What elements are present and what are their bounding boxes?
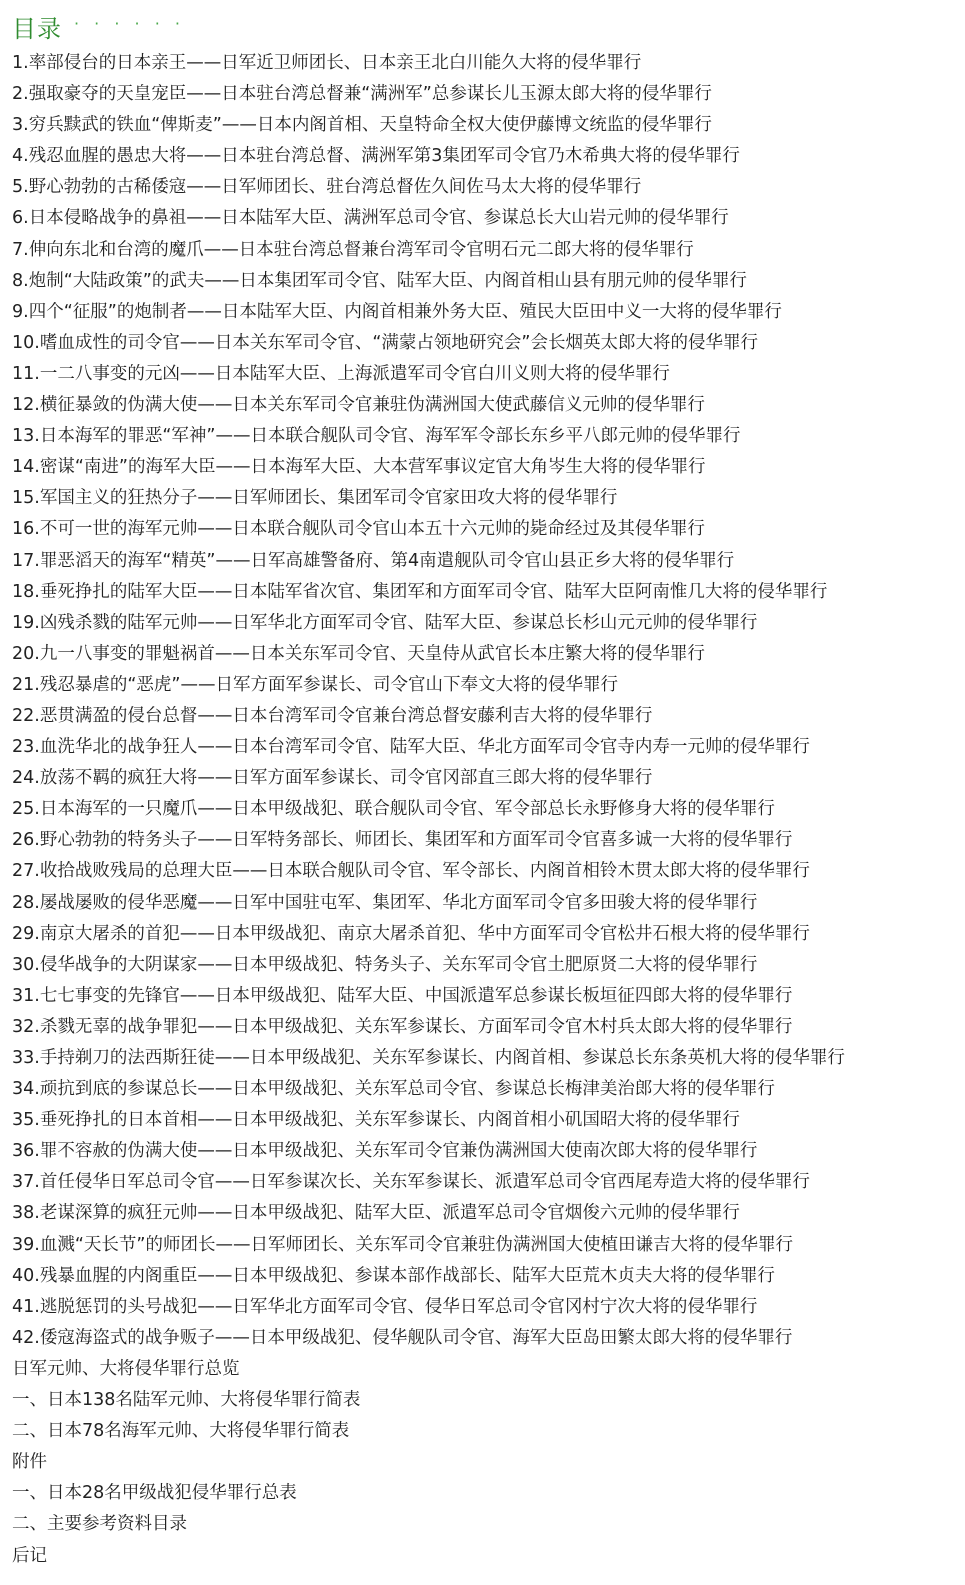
toc-item[interactable]: 7.伸向东北和台湾的魔爪——日本驻台湾总督兼台湾军司令官明石元二郎大将的侵华罪行 [12,239,694,260]
toc-item[interactable]: 一、日本138名陆军元帅、大将侵华罪行简表 [12,1390,361,1411]
toc-item[interactable]: 5.野心勃勃的古稀倭寇——日军师团长、驻台湾总督佐久间佐马太大将的侵华罪行 [12,177,642,198]
toc-item[interactable]: 19.凶残杀戮的陆军元帅——日军华北方面军司令官、陆军大臣、参谋总长杉山元元帅的侵华罪行 [12,612,758,633]
toc-item[interactable]: 后记 [12,1545,47,1566]
toc-item[interactable]: 11.一二八事变的元凶——日本陆军大臣、上海派遣军司令官白川义则大将的侵华罪行 [12,363,670,384]
toc-list [12,48,957,1572]
toc-item[interactable]: 25.日本海军的一只魔爪——日本甲级战犯、联合舰队司令官、军令部总长永野修身大将的侵华罪行 [12,799,775,820]
toc-item[interactable]: 29.南京大屠杀的首犯——日本甲级战犯、南京大屠杀首犯、华中方面军司令官松井石根大将的侵华罪行 [12,923,810,944]
toc-item[interactable]: 16.不可一世的海军元帅——日本联合舰队司令官山本五十六元帅的毙命经过及其侵华罪行 [12,519,705,540]
toc-item[interactable]: 31.七七事变的先锋官——日本甲级战犯、陆军大臣、中国派遣军总参谋长板垣征四郎大将的侵华罪行 [12,985,793,1006]
toc-item[interactable]: 1.率部侵台的日本亲王——日军近卫师团长、日本亲王北白川能久大将的侵华罪行 [12,53,642,73]
toc-item[interactable]: 13.日本海军的罪恶“军神”——日本联合舰队司令官、海军军令部长东乡平八郎元帅的侵华罪行 [12,426,741,447]
toc-item[interactable]: 26.野心勃勃的特务头子——日军特务部长、师团长、集团军和方面军司令官喜多诚一大将的侵华罪行 [12,830,793,851]
toc-item[interactable]: 18.垂死挣扎的陆军大臣——日本陆军省次官、集团军和方面军司令官、陆军大臣阿南惟几大将的侵华罪行 [12,581,828,602]
toc-item[interactable]: 2.强取豪夺的天皇宠臣——日本驻台湾总督兼“满洲军”总参谋长儿玉源太郎大将的侵华罪行 [12,84,712,105]
toc-item[interactable]: 27.收拾战败残局的总理大臣——日本联合舰队司令官、军令部长、内阁首相铃木贯太郎大将的侵华罪行 [12,861,810,882]
toc-item[interactable]: 22.恶贯满盈的侵台总督——日本台湾军司令官兼台湾总督安藤利吉大将的侵华罪行 [12,705,653,726]
toc-item[interactable]: 21.残忍暴虐的“恶虎”——日军方面军参谋长、司令官山下奉文大将的侵华罪行 [12,674,618,695]
toc-item[interactable]: 41.逃脱惩罚的头号战犯——日军华北方面军司令官、侵华日军总司令官冈村宁次大将的侵华罪行 [12,1296,758,1317]
toc-title: 目录 [12,14,62,43]
toc-item[interactable]: 17.罪恶滔天的海军“精英”——日军高雄警备府、第4南遣舰队司令官山县正乡大将的侵华罪行 [12,550,735,571]
toc-item[interactable]: 二、主要参考资料目录 [12,1514,187,1535]
toc-item[interactable]: 35.垂死挣扎的日本首相——日本甲级战犯、关东军参谋长、内阁首相小矶国昭大将的侵华罪行 [12,1110,740,1131]
toc-item[interactable]: 10.嗜血成性的司令官——日本关东军司令官、“满蒙占领地研究会”会长烟英太郎大将的侵华罪行 [12,332,758,353]
toc-item[interactable]: 二、日本78名海军元帅、大将侵华罪行简表 [12,1421,350,1442]
toc-item[interactable]: 12.横征暴敛的伪满大使——日本关东军司令官兼驻伪满洲国大使武藤信义元帅的侵华罪行 [12,395,705,416]
toc-item[interactable]: 6.日本侵略战争的鼻祖——日本陆军大臣、满洲军总司令官、参谋总长大山岩元帅的侵华罪行 [12,208,729,229]
toc-item[interactable]: 28.屡战屡败的侵华恶魔——日军中国驻屯军、集团军、华北方面军司令官多田骏大将的侵华罪行 [12,892,758,913]
toc-item[interactable]: 23.血洗华北的战争狂人——日本台湾军司令官、陆军大臣、华北方面军司令官寺内寿一元帅的侵华罪行 [12,737,810,758]
toc-item[interactable]: 39.血溅“天长节”的师团长——日军师团长、关东军司令官兼驻伪满洲国大使植田谦吉大将的侵华罪行 [12,1234,793,1255]
toc-item[interactable]: 8.炮制“大陆政策”的武夫——日本集团军司令官、陆军大臣、内阁首相山县有朋元帅的侵华罪行 [12,270,747,291]
toc-item[interactable]: 33.手持剃刀的法西斯狂徒——日本甲级战犯、关东军参谋长、内阁首相、参谋总长东条英机大将的侵华罪行 [12,1048,845,1068]
toc-item[interactable]: 4.残忍血腥的愚忠大将——日本驻台湾总督、满洲军第3集团军司令官乃木希典大将的侵华罪行 [12,146,740,167]
toc-item[interactable]: 38.老谋深算的疯狂元帅——日本甲级战犯、陆军大臣、派遣军总司令官烟俊六元帅的侵华罪行 [12,1203,740,1224]
toc-item[interactable]: 9.四个“征服”的炮制者——日本陆军大臣、内阁首相兼外务大臣、殖民大臣田中义一大将的侵华罪行 [12,301,782,322]
toc-item[interactable]: 附件 [12,1452,47,1473]
toc-item[interactable]: 32.杀戮无辜的战争罪犯——日本甲级战犯、关东军参谋长、方面军司令官木村兵太郎大将的侵华罪行 [12,1016,793,1037]
toc-item[interactable]: 37.首任侵华日军总司令官——日军参谋次长、关东军参谋长、派遣军总司令官西尾寿造大将的侵华罪行 [12,1172,810,1193]
toc-item[interactable]: 15.军国主义的狂热分子——日军师团长、集团军司令官家田攻大将的侵华罪行 [12,488,618,509]
toc-item[interactable]: 24.放荡不羁的疯狂大将——日军方面军参谋长、司令官冈部直三郎大将的侵华罪行 [12,768,653,789]
toc-item[interactable]: 14.密谋“南进”的海军大臣——日本海军大臣、大本营军事议定官大角岑生大将的侵华罪行 [12,457,706,478]
toc-item[interactable]: 40.残暴血腥的内阁重臣——日本甲级战犯、参谋本部作战部长、陆军大臣荒木贞夫大将的侵华罪行 [12,1265,775,1286]
toc-item[interactable]: 36.罪不容赦的伪满大使——日本甲级战犯、关东军司令官兼伪满洲国大使南次郎大将的侵华罪行 [12,1141,758,1162]
toc-item[interactable]: 42.倭寇海盗式的战争贩子——日本甲级战犯、侵华舰队司令官、海军大臣岛田繁太郎大将的侵华罪行 [12,1327,793,1348]
toc-item[interactable]: 日军元帅、大将侵华罪行总览 [12,1358,240,1379]
toc-item[interactable]: 34.顽抗到底的参谋总长——日本甲级战犯、关东军总司令官、参谋总长梅津美治郎大将的侵华罪行 [12,1079,775,1100]
toc-item[interactable]: 30.侵华战争的大阴谋家——日本甲级战犯、特务头子、关东军司令官土肥原贤二大将的侵华罪行 [12,954,758,975]
toc-item[interactable]: 一、日本28名甲级战犯侵华罪行总表 [12,1483,297,1504]
toc-header [12,8,185,44]
toc-title-dots: · · · · · · [74,13,185,33]
toc-item[interactable]: 3.穷兵黩武的铁血“俾斯麦”——日本内阁首相、天皇特命全权大使伊藤博文统监的侵华罪行 [12,115,712,136]
toc-item[interactable]: 20.九一八事变的罪魁祸首——日本关东军司令官、天皇侍从武官长本庄繁大将的侵华罪行 [12,643,705,664]
